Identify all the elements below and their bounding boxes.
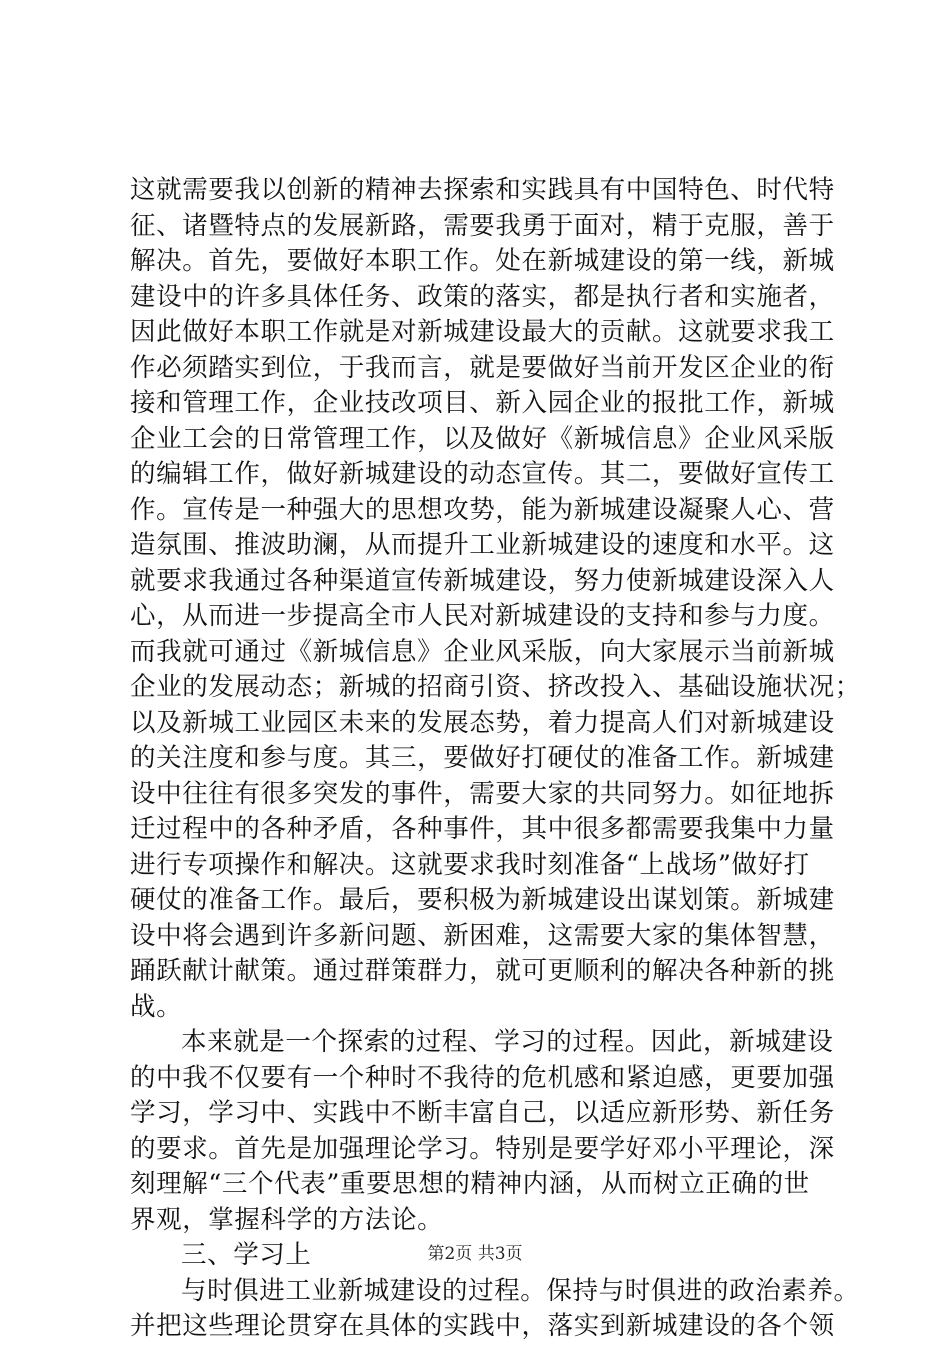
text-line: 刻理解“三个代表”重要思想的精神内涵，从而树立正确的世 [130,1169,810,1199]
text-line: 的关注度和参与度。其三，要做好打硬仗的准备工作。新城建 [130,743,835,773]
text-line: 就要求我通过各种渠道宣传新城建设，努力使新城建设深入人 [130,565,835,596]
text-line: 建设中的许多具体任务、政策的落实，都是执行者和实施者， [130,281,835,312]
text-line: 战。 [130,991,183,1022]
text-line: 作。宣传是一种强大的思想攻势，能为新城建设凝聚人心、营 [130,494,835,525]
text-line: 并把这些理论贯穿在具体的实践中，落实到新城建设的各个领 [130,1311,835,1341]
text-line: 造氛围、推波助澜，从而提升工业新城建设的速度和水平。这 [130,530,835,560]
text-line: 征、诸暨特点的发展新路，需要我勇于面对，精于克服，善于 [130,210,835,241]
text-line: 接和管理工作，企业技改项目、新入园企业的报批工作，新城 [130,388,835,418]
text-line: 学习，学习中、实践中不断丰富自己，以适应新形势、新任务 [130,1098,835,1128]
text-line: 的编辑工作，做好新城建设的动态宣传。其二，要做好宣传工 [130,459,835,489]
body-text [130,173,861,1345]
text-line: 心，从而进一步提高全市人民对新城建设的支持和参与力度。 [130,601,835,631]
text-line: 这就需要我以创新的精神去探索和实践具有中国特色、时代特 [130,175,835,205]
text-line: 设中将会遇到许多新问题、新困难，这需要大家的集体智慧， [130,920,835,951]
text-line: 踊跃献计献策。通过群策群力，就可更顺利的解决各种新的挑 [130,956,835,986]
text-line: 三、学习上 [181,1240,312,1270]
text-line: 作必须踏实到位，于我而言，就是要做好当前开发区企业的衔 [130,352,835,383]
text-line: 的中我不仅要有一个种时不我待的危机感和紧迫感，更要加强 [130,1062,835,1093]
text-line: 设中往往有很多突发的事件，需要大家的共同努力。如征地拆 [130,778,835,809]
text-line: 与时俱进工业新城建设的过程。保持与时俱进的政治素养。 [181,1275,860,1306]
text-line: 而我就可通过《新城信息》企业风采版，向大家展示当前新城 [130,636,835,667]
text-line: 企业的发展动态；新城的招商引资、挤改投入、基础设施状况； [130,672,861,702]
text-line: 因此做好本职工作就是对新城建设最大的贡献。这就要求我工 [130,317,835,347]
page-footer: 第2页 共3页 [427,1244,523,1264]
text-line: 以及新城工业园区未来的发展态势，着力提高人们对新城建设 [130,707,835,738]
text-line: 硬仗的准备工作。最后，要积极为新城建设出谋划策。新城建 [130,885,835,915]
text-line: 企业工会的日常管理工作，以及做好《新城信息》企业风采版 [130,423,835,454]
text-line: 迁过程中的各种矛盾，各种事件，其中很多都需要我集中力量 [130,814,835,844]
text-line: 本来就是一个探索的过程、学习的过程。因此，新城建设 [181,1027,834,1057]
text-line: 进行专项操作和解决。这就要求我时刻准备“上战场”做好打 [130,849,810,880]
text-line: 的要求。首先是加强理论学习。特别是要学好邓小平理论，深 [130,1133,835,1164]
text-line: 界观，掌握科学的方法论。 [130,1204,444,1235]
text-line: 解决。首先，要做好本职工作。处在新城建设的第一线，新城 [130,246,835,276]
